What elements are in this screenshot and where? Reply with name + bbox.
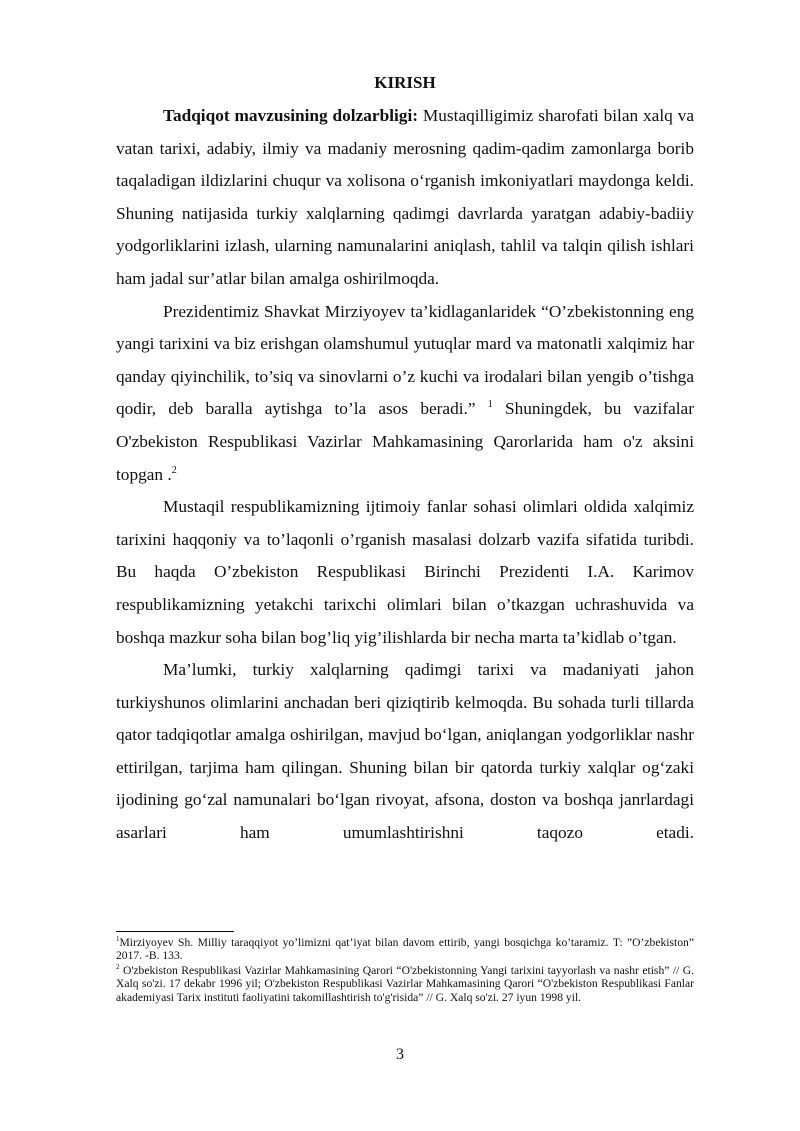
footnotes <box>116 936 694 1005</box>
footnote-mark: 2 <box>116 962 120 971</box>
footnote-ref-2[interactable]: 2 <box>171 464 177 476</box>
page-body <box>116 72 694 850</box>
footnote-text: O'zbekiston Respublikasi Vazirlar Mahkamasining Qarori “O'zbekistonning Yangi tarixini tayyorlash va nashr etish” // G. Xalq so'zi. 17 dekabr 1996 yil; O'zbekiston Respublikasi Vazirlar Mahkamasining Qarori “O'zbekiston Respublikasi Fanlar akademiyasi Tarix instituti faoliyatini takomillashtirish to'g'risida” // G. Xalq so'zi. 27 iyun 1998 yil. <box>116 963 694 1004</box>
president-continuation: Shuningdek, bu vazifalar O'zbekiston Respublikasi Vazirlar Mahkamasining Qarorlarida ham o'z aksini topgan . <box>116 399 694 484</box>
footnote-mark: 1 <box>116 935 120 944</box>
paragraph-turkic-history: Ma’lumki, turkiy xalqlarning qadimgi tarixi va madaniyati jahon turkiyshunos olimlarini anchadan beri qiziqtirib kelmoqda. Bu sohada turli tillarda qator tadqiqotlar amalga oshirilgan, mavjud bo‘lgan, aniqlangan yodgorliklar nashr ettirilgan, tarjima ham qilingan. Shuning bilan bir qatorda turkiy xalqlar og‘zaki ijodining go‘zal namunalari bo‘lgan rivoyat, afsona, doston va boshqa janrlardagi asarlari ham umumlashtirishni taqozo etadi. <box>116 660 694 843</box>
footnote-ref-1[interactable]: 1 <box>487 399 493 411</box>
president-quote: Prezidentimiz Shavkat Mirziyoyev ta’kidlaganlaridek “O’zbekistonning eng yangi tarixini va biz erishgan olamshumul yutuqlar mard va matonatli xalqimiz har qanday qiyinchilik, to’siq va sinovlarni o’z kuchi va irodalari bilan yengib o’tishga qodir, deb baralla aytishga to’la asos beradi.” <box>116 301 694 419</box>
relevance-text: Mustaqilligimiz sharofati bilan xalq va vatan tarixi, adabiy, ilmiy va madaniy merosning qadim-qadim zamonlarga borib taqaladigan ildizlarini chuqur va xolisona o‘rganish imkoniyatlari maydonga keldi. Shuning natijasida turkiy xalqlarning qadimgi davrlarda yaratgan adabiy-badiiy yodgorliklarini izlash, ularning namunalarini aniqlash, tahlil va talqin qilish ishlari ham jadal sur’atlar bilan amalga oshirilmoqda. <box>116 106 694 288</box>
paragraph-relevance <box>116 100 694 296</box>
page-number: 3 <box>396 1046 404 1063</box>
footnote-1 <box>116 936 694 963</box>
footnote-text: Mirziyoyev Sh. Milliy taraqqiyot yo’limizni qat’iyat bilan davom ettirib, yangi bosqichga ko’taramiz. T: ”O’zbekiston” 2017. -B. 133. <box>116 936 694 963</box>
footnote-2 <box>116 964 694 1004</box>
footnote-separator <box>116 931 234 932</box>
paragraph-social-sciences: Mustaqil respublikamizning ijtimoiy fanlar sohasi olimlari oldida xalqimiz tarixini haqqoniy va to’laqonli o’rganish masalasi dolzarb vazifa sifatida turibdi. Bu haqda O’zbekiston Respublikasi Birinchi Prezidenti I.A. Karimov respublikamizning yetakchi tarixchi olimlari bilan o’tkazgan uchrashuvida va boshqa mazkur soha bilan bog’liq yig’ilishlarda bir necha marta ta’kidlab o’tgan. <box>116 497 694 647</box>
section-heading: KIRISH <box>374 73 436 92</box>
relevance-lead: Tadqiqot mavzusining dolzarbligi: <box>163 106 419 125</box>
paragraph-president <box>116 296 694 492</box>
